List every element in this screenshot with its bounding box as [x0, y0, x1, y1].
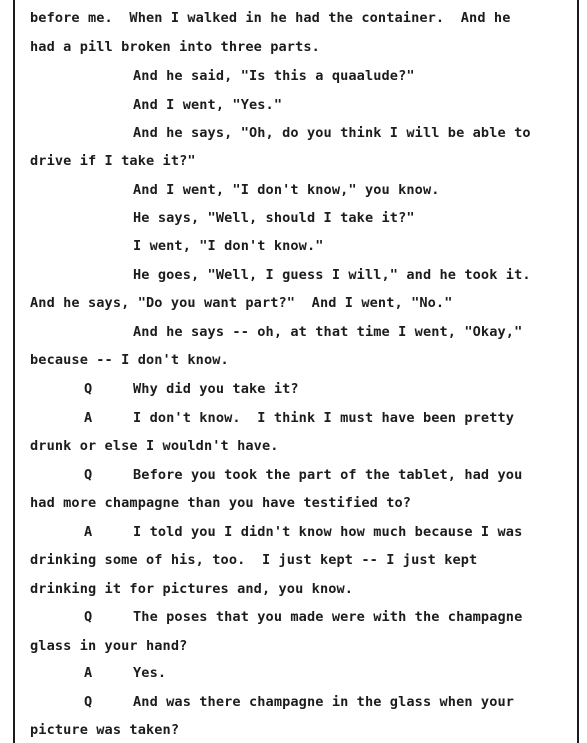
transcript-line-18: had more champagne than you have testified to? [30, 495, 412, 511]
question-marker: Q [84, 381, 93, 397]
question-marker: Q [84, 609, 93, 625]
transcript-line-13: because -- I don't know. [30, 352, 229, 368]
transcript-line-2: had a pill broken into three parts. [30, 39, 320, 55]
transcript-line-12: And he says -- oh, at that time I went, "Okay," [133, 324, 523, 340]
transcript-line-9: I went, "I don't know." [133, 238, 324, 254]
transcript-line-17: Before you took the part of the tablet, had you [133, 467, 523, 483]
transcript-line-19: I told you I didn't know how much because I was [133, 524, 523, 540]
transcript-line-24: Yes. [133, 665, 167, 681]
transcript-line-8: He says, "Well, should I take it?" [133, 210, 415, 226]
transcript-line-23: glass in your hand? [30, 638, 188, 654]
transcript-line-21: drinking it for pictures and, you know. [30, 581, 354, 597]
transcript-line-26: picture was taken? [30, 722, 180, 738]
transcript-line-22: The poses that you made were with the champagne [133, 609, 523, 625]
answer-marker: A [84, 524, 93, 540]
transcript-line-6: drive if I take it?" [30, 153, 196, 169]
transcript-line-7: And I went, "I don't know," you know. [133, 182, 440, 198]
transcript-line-11: And he says, "Do you want part?" And I went, "No." [30, 295, 453, 311]
transcript-line-15: I don't know. I think I must have been pretty [133, 410, 515, 426]
transcript-line-1: before me. When I walked in he had the container. And he [30, 10, 511, 26]
transcript-line-16: drunk or else I wouldn't have. [30, 438, 279, 454]
left-margin-rule [13, 0, 15, 743]
transcript-line-25: And was there champagne in the glass when your [133, 694, 515, 710]
transcript-line-5: And he says, "Oh, do you think I will be able to [133, 125, 531, 141]
question-marker: Q [84, 694, 93, 710]
question-marker: Q [84, 467, 93, 483]
right-margin-rule [577, 0, 579, 743]
transcript-line-4: And I went, "Yes." [133, 97, 283, 113]
answer-marker: A [84, 410, 93, 426]
transcript-line-20: drinking some of his, too. I just kept -- I just kept [30, 552, 478, 568]
transcript-line-3: And he said, "Is this a quaalude?" [133, 68, 415, 84]
transcript-line-10: He goes, "Well, I guess I will," and he took it. [133, 267, 531, 283]
transcript-line-14: Why did you take it? [133, 381, 299, 397]
answer-marker: A [84, 665, 93, 681]
